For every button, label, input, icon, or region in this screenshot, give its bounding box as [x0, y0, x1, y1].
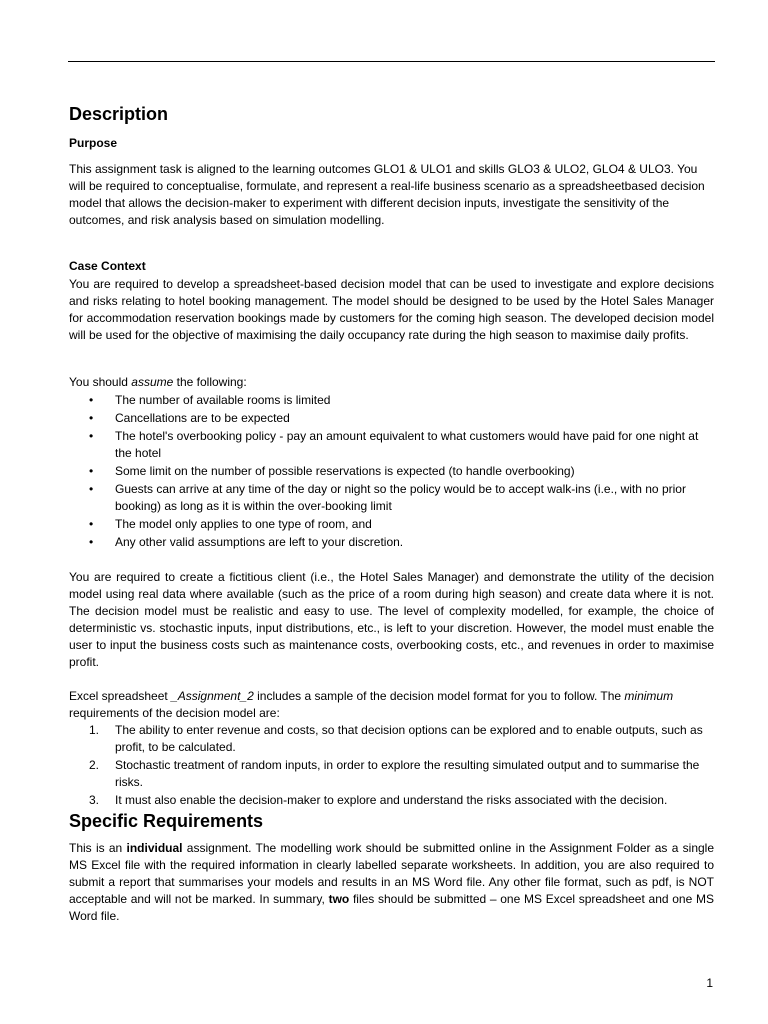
- page-number: 1: [706, 976, 713, 990]
- bullet-marker: •: [89, 429, 94, 443]
- list-item: • Some limit on the number of possible reservations is expected (to handle overbooking): [89, 464, 575, 478]
- purpose-paragraph: This assignment task is aligned to the learning outcomes GLO1 & ULO1 and skills GLO3 & ULO2, GLO4 & ULO3. You will be required to conceptualise, formulate, and represent a real-life business scenario as a spreadsheetbased decision model that allows the decision-maker to experiment with different decision inputs, investigate the sensitivity of the outcomes, and risk analysis based on simulation modelling.: [69, 162, 705, 227]
- bullet-marker: •: [89, 482, 94, 496]
- list-item: 1. The ability to enter revenue and costs, so that decision options can be explored and to enable outputs, such as profit, to be calculated.: [89, 723, 703, 754]
- list-item: 3. It must also enable the decision-maker to explore and understand the risks associated with the decision.: [89, 793, 668, 807]
- assumptions-list: [69, 392, 714, 552]
- specific-requirements-heading: Specific Requirements: [69, 811, 264, 831]
- bullet-marker: •: [89, 517, 94, 531]
- bullet-marker: •: [89, 535, 94, 549]
- description-heading: Description: [69, 104, 169, 124]
- list-item: • Any other valid assumptions are left to your discretion.: [89, 535, 404, 549]
- assume-intro: You should assume the following:: [69, 375, 247, 389]
- client-paragraph: You are required to create a fictitious client (i.e., the Hotel Sales Manager) and demonstrate the utility of the decision model using real data where available (such as the price of a room during high season) and create data where it is not. The decision model must be realistic and easy to use. The level of complexity modelled, for example, the choice of deterministic vs. stochastic inputs, input distributions, etc., is left to your discretion. However, the model must enable the user to input the business costs such as maintenance costs, overbooking costs, etc., and revenues in order to maximise profit.: [69, 570, 714, 669]
- specific-requirements-paragraph: This is an individual assignment. The modelling work should be submitted online in the Assignment Folder as a single MS Excel file with the required information in clearly labelled separate worksheets. In addition, you are also required to submit a report that summarises your models and results in an MS Word file. Any other file format, such as pdf, is NOT acceptable and will not be marked. In summary, two files should be submitted – one MS Excel spreadsheet and one MS Word file.: [69, 841, 715, 923]
- list-item: • The model only applies to one type of room, and: [89, 517, 372, 531]
- purpose-label: Purpose: [69, 136, 118, 150]
- bullet-marker: •: [89, 393, 94, 407]
- case-context-label: Case Context: [69, 259, 146, 273]
- list-item: • The number of available rooms is limited: [89, 393, 331, 407]
- list-item: 2. Stochastic treatment of random inputs, in order to explore the resulting simulated output and to summarise the risks.: [89, 758, 700, 789]
- case-context-paragraph: You are required to develop a spreadsheet-based decision model that can be used to investigate and explore decisions and risks relating to hotel booking management. The model should be designed to be used by the Hotel Sales Manager for accommodation reservation bookings made by customers for the coming high season. The developed decision model will be used for the objective of maximising the daily occupancy rate during the high season to maximise daily profits.: [69, 277, 714, 342]
- excel-intro: Excel spreadsheet _Assignment_2 includes a sample of the decision model format for you to follow. The minimum requirements of the decision model are:: [69, 689, 674, 720]
- list-item: • Guests can arrive at any time of the day or night so the policy would be to accept walk-ins (i.e., with no prior booking) as long as it is within the over-booking limit: [89, 482, 686, 513]
- requirements-list: [69, 722, 714, 810]
- bullet-marker: •: [89, 464, 94, 478]
- list-item: • Cancellations are to be expected: [89, 411, 290, 425]
- header-rule: [68, 61, 715, 62]
- bullet-marker: •: [89, 411, 94, 425]
- list-item: • The hotel's overbooking policy - pay an amount equivalent to what customers would have paid for one night at the hotel: [89, 429, 699, 460]
